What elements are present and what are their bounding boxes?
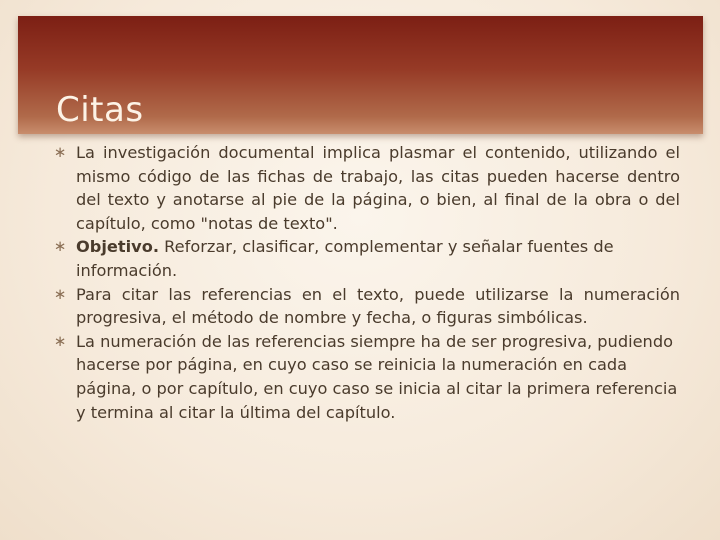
bullet-item-3 [52,283,680,330]
bullet-text: Reforzar, clasificar, complementar y señalar fuentes de información. [76,237,614,280]
bullet-item-2 [52,235,680,282]
slide-title: Citas [56,90,144,130]
bullet-text: La numeración de las referencias siempre ha de ser progresiva, pudiendo hacerse por página, en cuyo caso se reinicia la numeración en cada página, o por capítulo, en cuyo caso se inicia al citar la primera referencia y termina al citar la última del capítulo. [76,331,678,422]
asterisk-bullet-icon: ∗ [53,143,67,161]
bullet-list [52,141,680,424]
bullet-text: Para citar las referencias en el texto, puede utilizarse la numeración progresiva, el método de nombre y fecha, o figuras simbólicas. [76,284,680,328]
bullet-bold-lead: Objetivo. [76,237,159,257]
bullet-item-4 [52,330,680,424]
bullet-text: La investigación documental implica plasmar el contenido, utilizando el mismo código de las fichas de trabajo, las citas pueden hacerse dentro del texto y anotarse al pie de la página, o bien, al final de la obra o del capítulo, como "notas de texto". [76,143,680,233]
asterisk-bullet-icon: ∗ [53,284,67,303]
bullet-item-1 [52,141,680,235]
asterisk-bullet-icon: ∗ [53,237,67,256]
asterisk-bullet-icon: ∗ [53,331,67,350]
